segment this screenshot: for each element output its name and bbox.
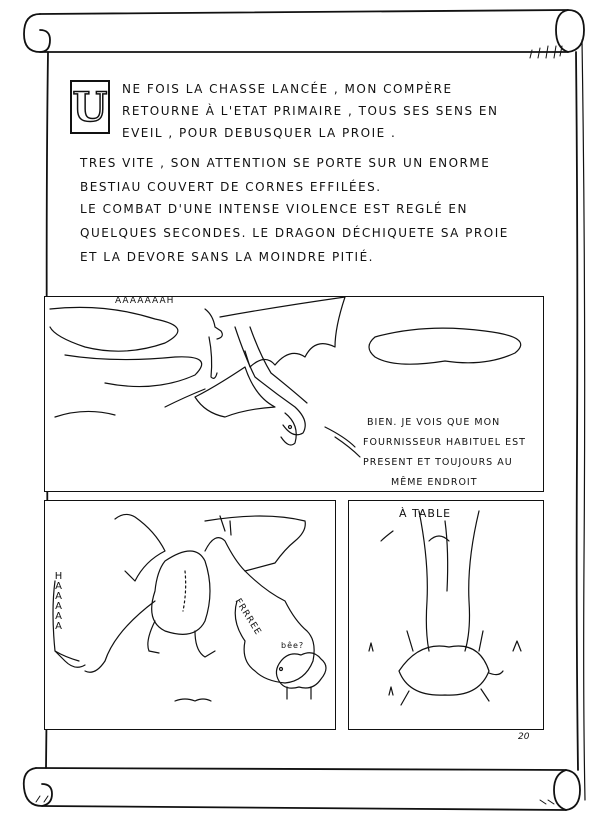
- page-number: 20: [518, 732, 530, 742]
- fire-sfx: FRRREE: [232, 597, 263, 638]
- panel-dragon-flight: [44, 296, 544, 492]
- a-table-speech: À TABLE: [399, 507, 452, 520]
- sheep-speech: bêe?: [281, 641, 305, 650]
- scream-sfx: AAAAAAAH: [115, 296, 175, 306]
- narration-line: BESTIAU COUVERT DE CORNES EFFILÉES.: [80, 180, 382, 194]
- narration-line: TRES VITE , SON ATTENTION SE PORTE SUR UN ENORME: [80, 156, 491, 170]
- tree-carcass-illustration: [349, 501, 544, 730]
- narration-line: NE FOIS LA CHASSE LANCÉE , MON COMPÈRE: [122, 82, 453, 96]
- dragon-speech-line: MÊME ENDROIT: [391, 477, 478, 488]
- narration-line: EVEIL , POUR DEBUSQUER LA PROIE .: [122, 126, 397, 140]
- narration-line: QUELQUES SECONDES. LE DRAGON DÉCHIQUETE SA PROIE: [80, 226, 509, 240]
- victim-scream-sfx: HAAAAA: [53, 571, 64, 631]
- dragon-speech-line: FOURNISSEUR HABITUEL EST: [363, 437, 526, 448]
- dragon-speech-line: PRESENT ET TOUJOURS AU: [363, 457, 513, 468]
- narration-line: RETOURNE À L'ETAT PRIMAIRE , TOUS SES SENS EN: [122, 104, 499, 118]
- narration-line: LE COMBAT D'UNE INTENSE VIOLENCE EST REGLÉ EN: [80, 202, 468, 216]
- dragon-speech-line: BIEN. JE VOIS QUE MON: [367, 417, 501, 428]
- panel-dragon-fire: [44, 500, 336, 730]
- drop-cap: U: [70, 80, 110, 134]
- dragon-fire-illustration: [45, 501, 336, 730]
- narration-line: ET LA DEVORE SANS LA MOINDRE PITIÉ.: [80, 250, 374, 264]
- panel-a-table: [348, 500, 544, 730]
